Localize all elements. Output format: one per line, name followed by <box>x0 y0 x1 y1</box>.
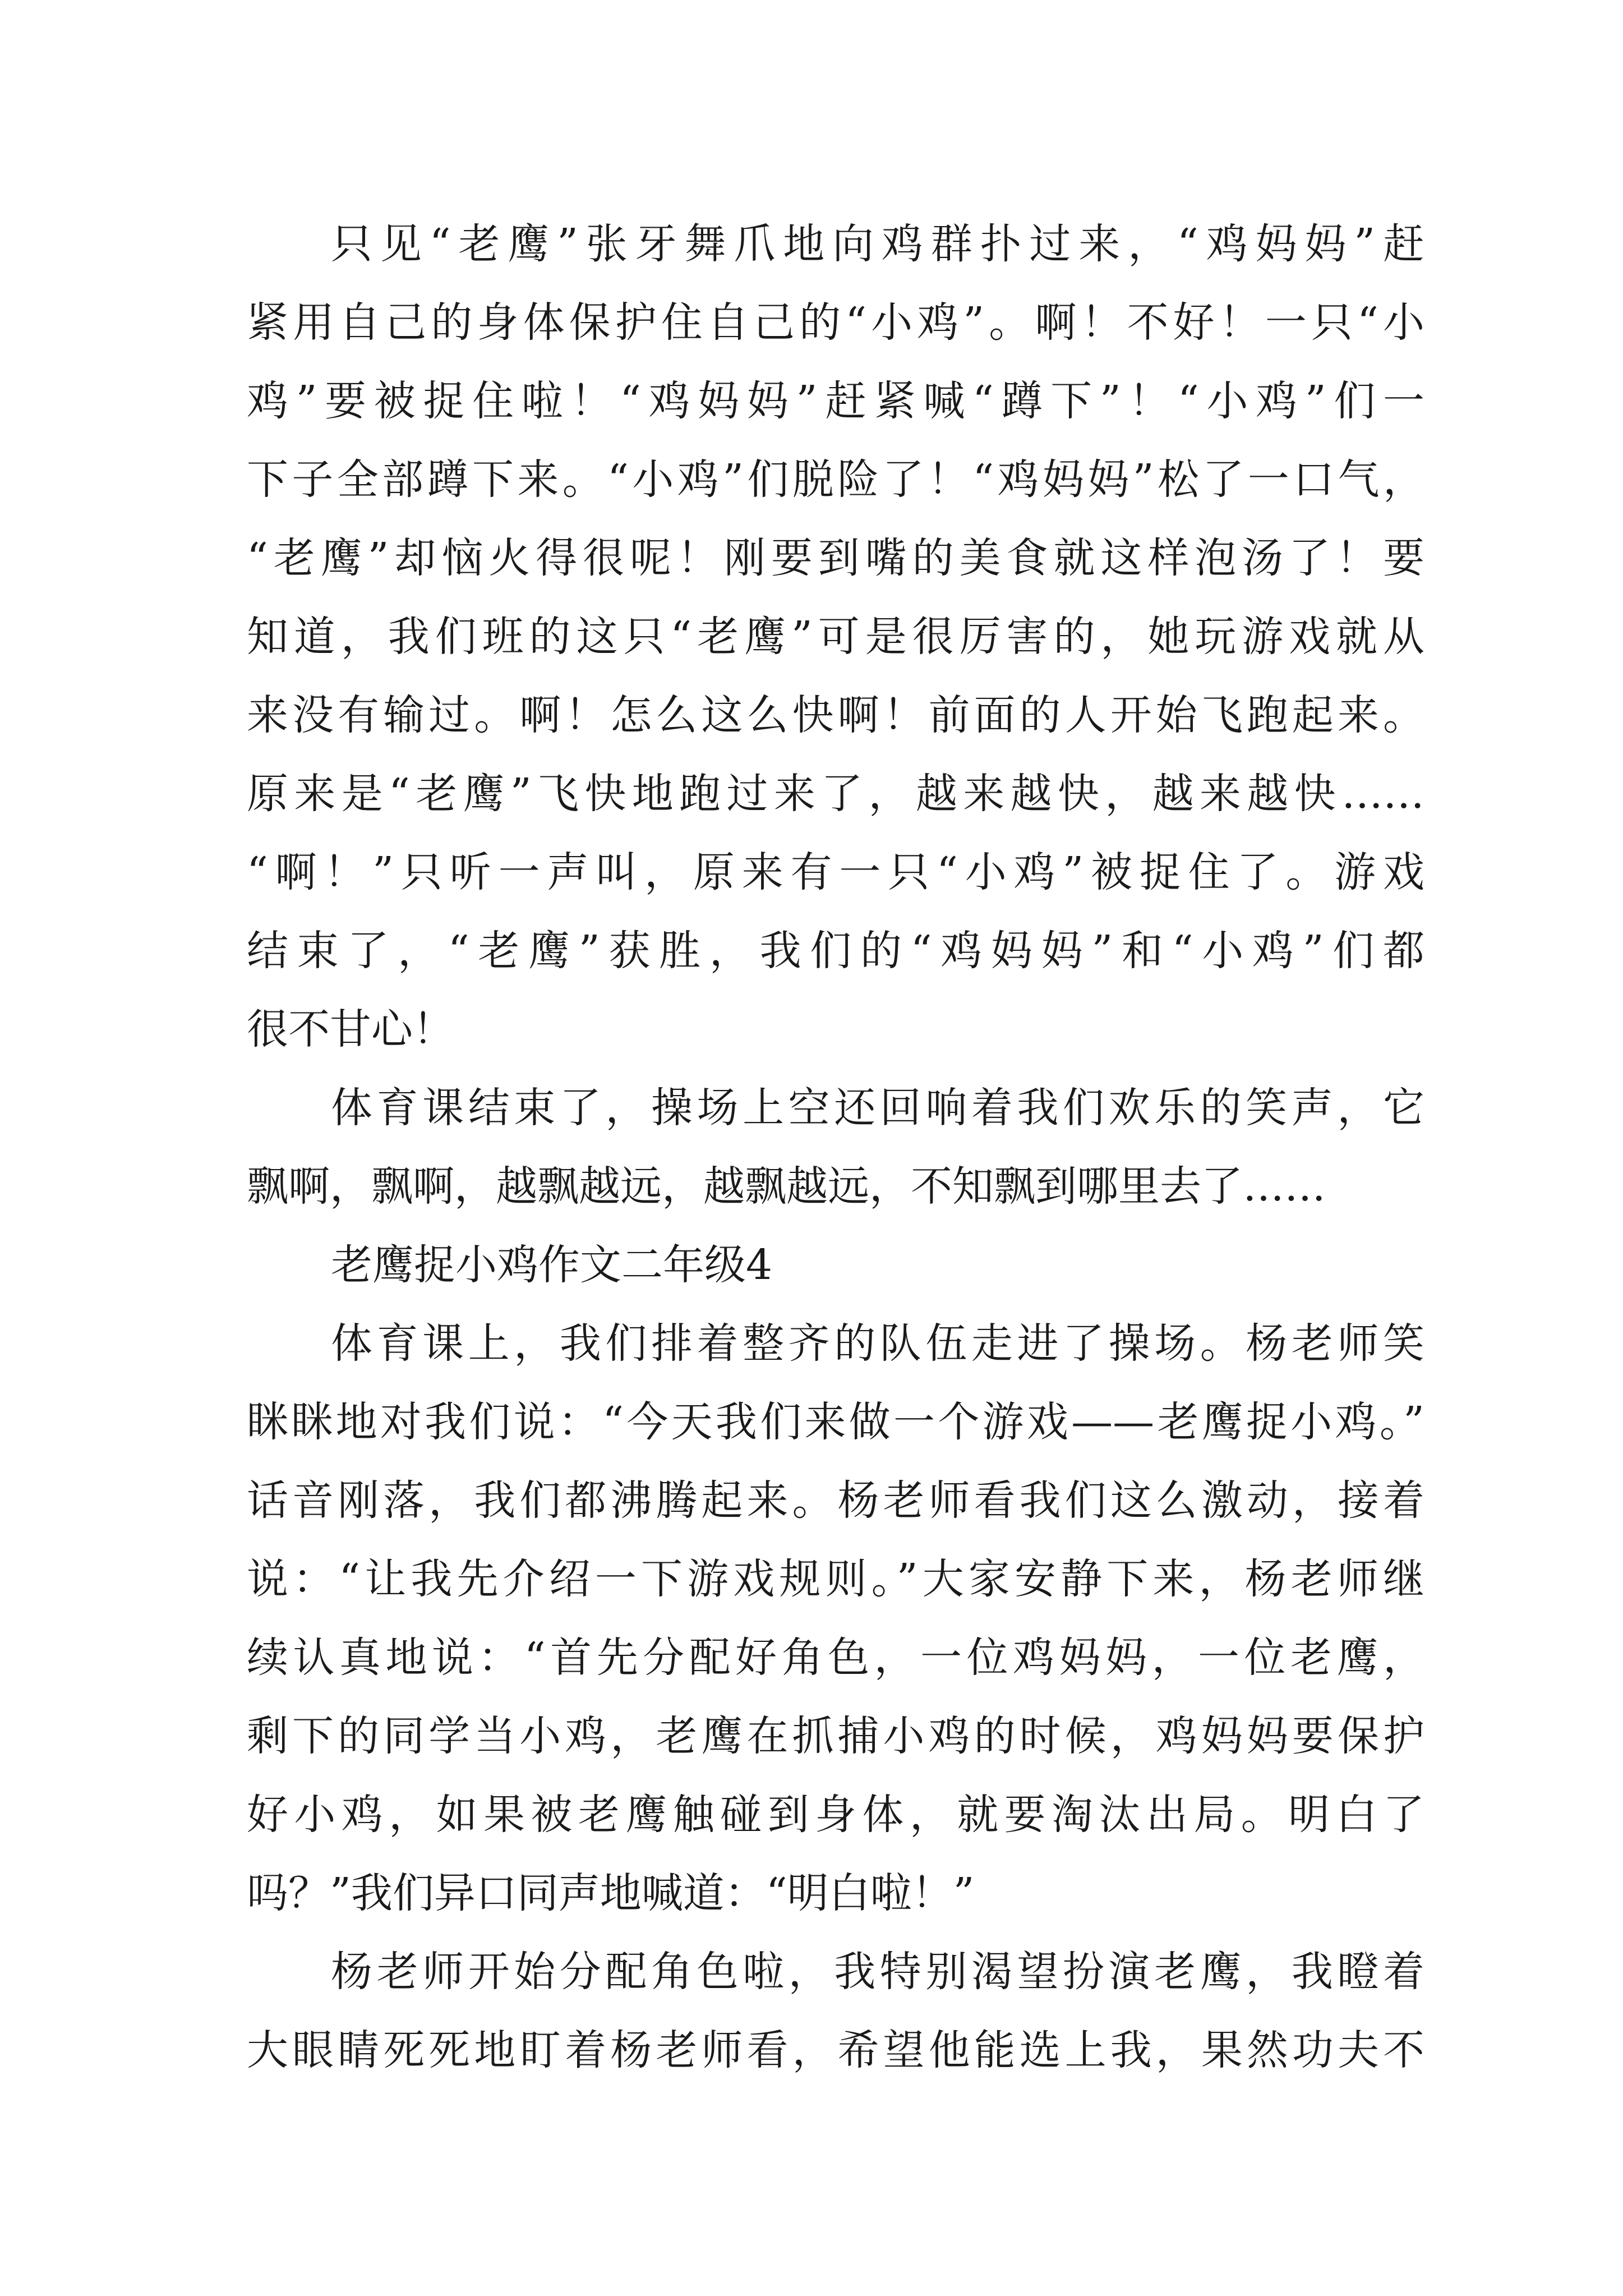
paragraph-line: 很不甘心！ <box>247 1005 454 1053</box>
paragraph-line: 说：“让我先介绍一下游戏规则。”大家安静下来，杨老师继 <box>247 1555 1424 1603</box>
section-heading: 老鹰捉小鸡作文二年级4 <box>331 1241 773 1289</box>
paragraph-line: 原来是“老鹰”飞快地跑过来了，越来越快，越来越快…… <box>247 770 1424 818</box>
paragraph-line: 剩下的同学当小鸡，老鹰在抓捕小鸡的时候，鸡妈妈要保护 <box>247 1712 1424 1760</box>
paragraph-line: “老鹰”却恼火得很呢！刚要到嘴的美食就这样泡汤了！要 <box>247 534 1424 582</box>
paragraph-line: 体育课结束了，操场上空还回响着我们欢乐的笑声，它 <box>331 1084 1424 1132</box>
paragraph-line: “啊！”只听一声叫，原来有一只“小鸡”被捉住了。游戏 <box>247 848 1424 896</box>
paragraph-line: 只见“老鹰”张牙舞爪地向鸡群扑过来，“鸡妈妈”赶 <box>331 220 1424 268</box>
paragraph-line: 下子全部蹲下来。“小鸡”们脱险了！“鸡妈妈”松了一口气， <box>247 455 1424 504</box>
paragraph-line: 好小鸡，如果被老鹰触碰到身体，就要淘汰出局。明白了 <box>247 1791 1424 1839</box>
paragraph-line: 鸡”要被捉住啦！“鸡妈妈”赶紧喊“蹲下”！“小鸡”们一 <box>247 377 1424 425</box>
paragraph-line: 结束了，“老鹰”获胜，我们的“鸡妈妈”和“小鸡”们都 <box>247 927 1424 975</box>
paragraph-line: 吗？”我们异口同声地喊道：“明白啦！” <box>247 1869 975 1917</box>
paragraph-line: 知道，我们班的这只“老鹰”可是很厉害的，她玩游戏就从 <box>247 613 1424 661</box>
paragraph-line: 紧用自己的身体保护住自己的“小鸡”。啊！不好！一只“小 <box>247 298 1424 347</box>
paragraph-line: 杨老师开始分配角色啦，我特别渴望扮演老鹰，我瞪着 <box>331 1948 1424 1996</box>
paragraph-line: 大眼睛死死地盯着杨老师看，希望他能选上我，果然功夫不 <box>247 2026 1424 2074</box>
paragraph-line: 眯眯地对我们说：“今天我们来做一个游戏——老鹰捉小鸡。” <box>247 1398 1424 1446</box>
paragraph-line: 续认真地说：“首先分配好角色，一位鸡妈妈，一位老鹰， <box>247 1634 1424 1682</box>
paragraph-line: 来没有输过。啊！怎么这么快啊！前面的人开始飞跑起来。 <box>247 691 1424 739</box>
paragraph-line: 飘啊，飘啊，越飘越远，越飘越远，不知飘到哪里去了…… <box>247 1162 1326 1211</box>
paragraph-line: 话音刚落，我们都沸腾起来。杨老师看我们这么激动，接着 <box>247 1476 1424 1525</box>
paragraph-line: 体育课上，我们排着整齐的队伍走进了操场。杨老师笑 <box>331 1319 1424 1368</box>
